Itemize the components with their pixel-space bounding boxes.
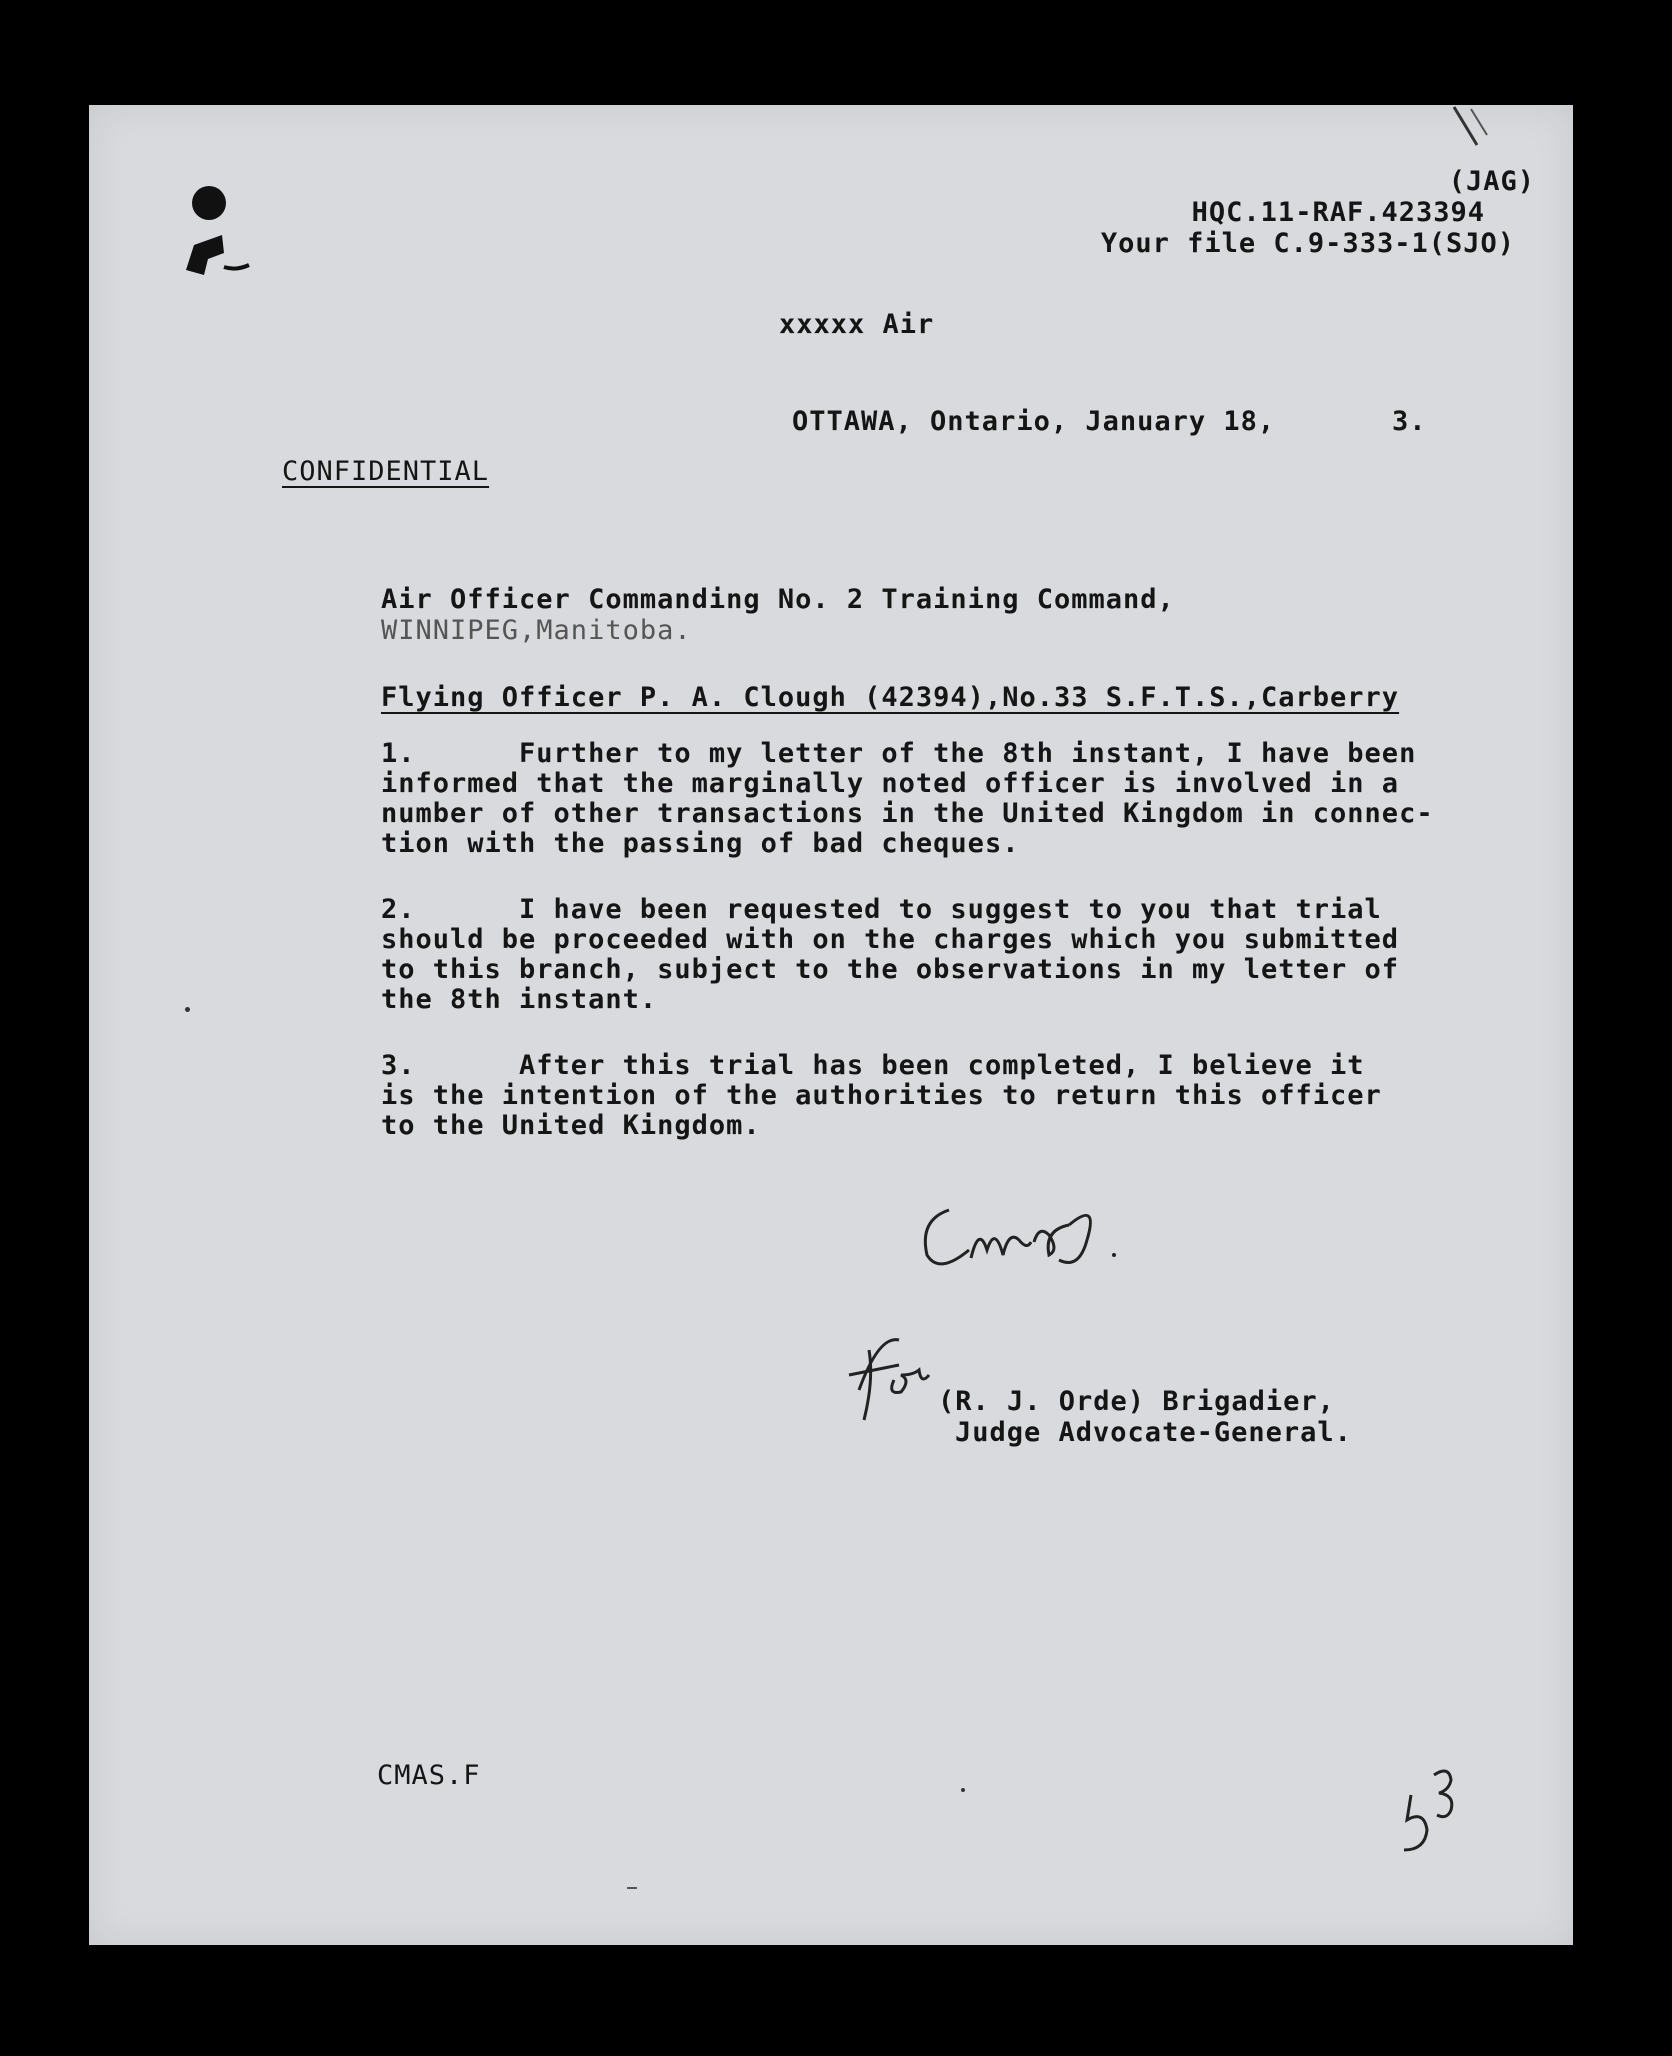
ink-mark xyxy=(164,175,284,295)
letterhead: xxxxx Air xyxy=(779,309,935,340)
reference-number: HQC.11-RAF.423394 xyxy=(1191,197,1485,228)
paragraph-3: 3. After this trial has been completed, I believe it is the intention of the authorities to return this officer to the United Kingdom. xyxy=(381,1050,1382,1141)
speck xyxy=(961,1788,965,1792)
addressee-line-1: Air Officer Commanding No. 2 Training Command, xyxy=(381,584,1175,615)
classification: CONFIDENTIAL xyxy=(282,456,490,487)
handwritten-initials xyxy=(909,1180,1129,1290)
your-file-reference: Your file C.9-333-1(SJO) xyxy=(1100,228,1515,259)
document-page xyxy=(89,105,1573,1945)
speck xyxy=(627,1887,637,1889)
paragraph-2: 2. I have been requested to suggest to you that trial should be proceeded with on the charges which you submitted to this branch, subject to the observations in my letter of the 8th instant. xyxy=(381,894,1400,1015)
dept-code: (JAG) xyxy=(1448,166,1535,197)
addressee-line-2: WINNIPEG,Manitoba. xyxy=(381,615,692,646)
typist-reference: CMAS.F xyxy=(377,1760,481,1791)
handwritten-page-number xyxy=(1389,1755,1479,1865)
subject-line: Flying Officer P. A. Clough (42394),No.33 S.F.T.S.,Carberry xyxy=(381,682,1400,713)
year-digit: 3. xyxy=(1392,406,1427,437)
signatory-name: (R. J. Orde) Brigadier, xyxy=(938,1386,1335,1417)
speck xyxy=(185,1007,190,1012)
corner-scratch xyxy=(1449,105,1509,155)
signatory-title: Judge Advocate-General. xyxy=(955,1417,1352,1448)
paragraph-1: 1. Further to my letter of the 8th instant, I have been informed that the marginally noted officer is involved in a number of other transactions in the United Kingdom in connec- tion with the passing of bad cheques. xyxy=(381,738,1434,859)
place-date: OTTAWA, Ontario, January 18, xyxy=(792,406,1276,437)
